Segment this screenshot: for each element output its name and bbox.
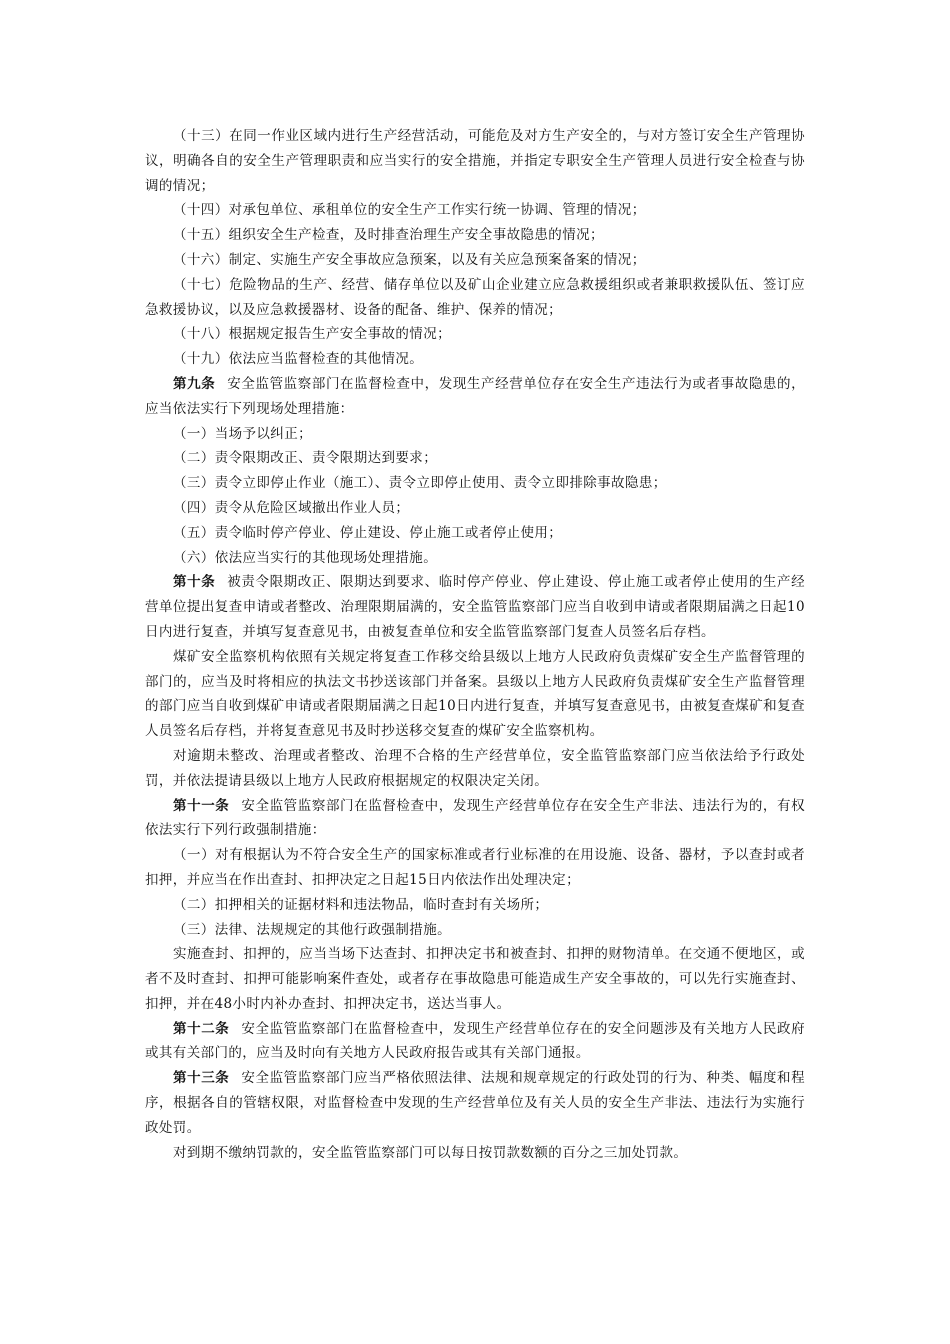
paragraph-text: （五）责令临时停产停业、停止建设、停止施工或者停止使用； <box>173 524 563 541</box>
paragraph <box>145 521 805 546</box>
paragraph <box>145 446 805 471</box>
article-paragraph <box>145 1066 805 1140</box>
article-paragraph <box>145 570 805 644</box>
paragraph-text: （十五）组织安全生产检查，及时排查治理生产安全事故隐患的情况； <box>173 227 604 244</box>
paragraph-text: 煤矿安全监察机构依照有关规定将复查工作移交给县级以上地方人民政府负责煤矿安全生产监督管理的部门的，应当及时将相应的执法文书抄送该部门并备案。县级以上地方人民政府负责煤矿安全生产监督管理的部门应当自收到煤矿申请或者限期届满之日起10日内进行复查，并填写复查意见书，由被复查煤矿和复查人员签名后存档，并将复查意见书及时抄送移交复查的煤矿安全监察机构。 <box>145 648 805 740</box>
paragraph-text: 安全监管监察部门在监督检查中，发现生产经营单位存在的安全问题涉及有关地方人民政府或其有关部门的，应当及时向有关地方人民政府报告或其有关部门通报。 <box>145 1020 805 1062</box>
paragraph <box>145 223 805 248</box>
paragraph <box>145 744 805 794</box>
paragraph-text: （十九）依法应当监督检查的其他情况。 <box>173 351 424 368</box>
paragraph <box>145 546 805 571</box>
paragraph-text: （十三）在同一作业区域内进行生产经营活动，可能危及对方生产安全的，与对方签订安全生产管理协议，明确各自的安全生产管理职责和应当实行的安全措施，并指定专职安全生产管理人员进行安全检查与协调的情况； <box>145 128 805 194</box>
paragraph-text: 实施查封、扣押的，应当当场下达查封、扣押决定书和被查封、扣押的财物清单。在交通不便地区，或者不及时查封、扣押可能影响案件查处，或者存在事故隐患可能造成生产安全事故的，可以先行实施查封、扣押，并在48小时内补办查封、扣押决定书，送达当事人。 <box>145 946 805 1012</box>
document-body <box>145 124 805 1165</box>
paragraph-text: （四）责令从危险区域撤出作业人员； <box>173 499 410 516</box>
paragraph <box>145 843 805 893</box>
paragraph <box>145 273 805 323</box>
paragraph-text: （一）当场予以纠正； <box>173 425 312 442</box>
article-number: 第十条 <box>173 574 216 591</box>
article-paragraph <box>145 1017 805 1067</box>
paragraph <box>145 496 805 521</box>
article-paragraph <box>145 372 805 422</box>
paragraph <box>145 248 805 273</box>
paragraph-text: 安全监管监察部门在监督检查中，发现生产经营单位存在安全生产非法、违法行为的，有权依法实行下列行政强制措施： <box>145 797 805 839</box>
paragraph <box>145 198 805 223</box>
paragraph-text: （二）责令限期改正、责令限期达到要求； <box>173 450 438 467</box>
paragraph-text: （二）扣押相关的证据材料和违法物品，临时查封有关场所； <box>173 896 549 913</box>
article-paragraph <box>145 794 805 844</box>
paragraph <box>145 1141 805 1166</box>
paragraph <box>145 942 805 1016</box>
paragraph-text: （十四）对承包单位、承租单位的安全生产工作实行统一协调、管理的情况； <box>173 202 646 219</box>
article-number: 第十一条 <box>173 797 230 814</box>
paragraph <box>145 347 805 372</box>
paragraph-text: （一）对有根据认为不符合安全生产的国家标准或者行业标准的在用设施、设备、器材，予以查封或者扣押，并应当在作出查封、扣押决定之日起15日内依法作出处理决定； <box>145 847 805 888</box>
paragraph <box>145 124 805 198</box>
paragraph <box>145 322 805 347</box>
paragraph <box>145 645 805 744</box>
paragraph-text: （三）责令立即停止作业（施工）、责令立即停止使用、责令立即排除事故隐患； <box>173 475 667 492</box>
paragraph-text: （三）法律、法规规定的其他行政强制措施。 <box>173 921 451 938</box>
paragraph-text: 被责令限期改正、限期达到要求、临时停产停业、停止建设、停止施工或者停止使用的生产经营单位提出复查申请或者整改、治理限期届满的，安全监管监察部门应当自收到申请或者限期届满之日起10日内进行复查，并填写复查意见书，由被复查单位和安全监管监察部门复查人员签名后存档。 <box>145 574 806 640</box>
paragraph-text: （六）依法应当实行的其他现场处理措施。 <box>173 549 438 566</box>
paragraph-text: 对到期不缴纳罚款的，安全监管监察部门可以每日按罚款数额的百分之三加处罚款。 <box>173 1144 688 1161</box>
paragraph-text: （十七）危险物品的生产、经营、储存单位以及矿山企业建立应急救援组织或者兼职救援队伍、签订应急救援协议，以及应急救援器材、设备的配备、维护、保养的情况； <box>145 276 805 318</box>
article-number: 第十二条 <box>173 1020 230 1037</box>
paragraph <box>145 918 805 943</box>
paragraph-text: （十八）根据规定报告生产安全事故的情况； <box>173 326 451 343</box>
paragraph <box>145 471 805 496</box>
paragraph-text: 安全监管监察部门在监督检查中，发现生产经营单位存在安全生产违法行为或者事故隐患的，应当依法实行下列现场处理措施： <box>145 375 806 417</box>
paragraph <box>145 422 805 447</box>
paragraph-text: （十六）制定、实施生产安全事故应急预案，以及有关应急预案备案的情况； <box>173 251 646 268</box>
paragraph <box>145 893 805 918</box>
article-number: 第九条 <box>173 375 216 392</box>
paragraph-text: 安全监管监察部门应当严格依照法律、法规和规章规定的行政处罚的行为、种类、幅度和程序，根据各自的管辖权限，对监督检查中发现的生产经营单位及有关人员的安全生产非法、违法行为实施行政处罚。 <box>145 1070 805 1136</box>
article-number: 第十三条 <box>173 1070 230 1087</box>
paragraph-text: 对逾期未整改、治理或者整改、治理不合格的生产经营单位，安全监管监察部门应当依法给予行政处罚，并依法提请县级以上地方人民政府根据规定的权限决定关闭。 <box>145 747 805 789</box>
